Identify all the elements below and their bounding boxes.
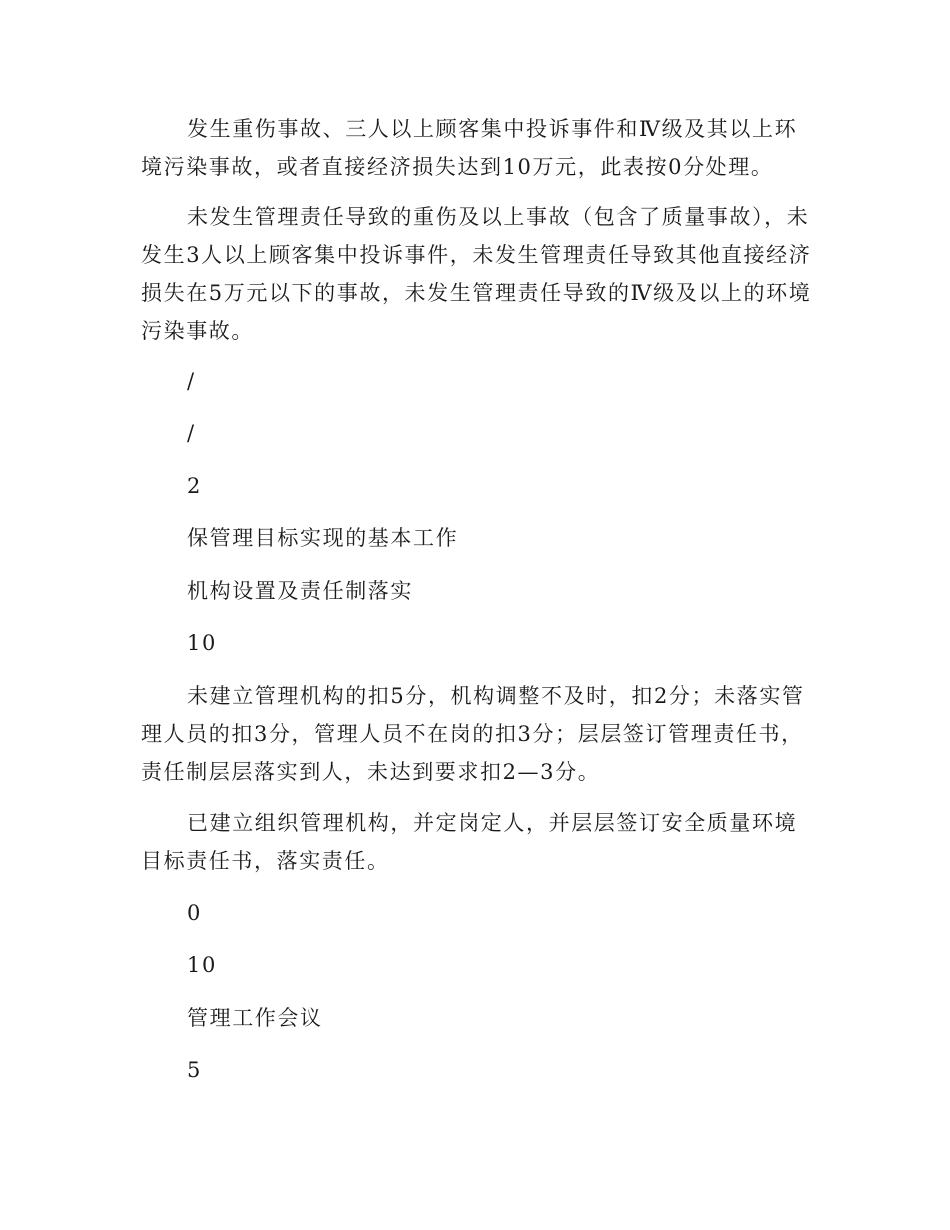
- actual-score: 10: [187, 953, 217, 977]
- paragraph-implementation-status: 已建立组织管理机构，并定岗定人，并层层签订安全质量环境目标责任书，落实责任。: [141, 811, 798, 873]
- slash-entry-1: /: [187, 369, 196, 393]
- item-title: 机构设置及责任制落实: [187, 579, 413, 603]
- meeting-item-score: 5: [187, 1058, 202, 1082]
- meeting-item-title: 管理工作会议: [187, 1006, 323, 1030]
- paragraph-accident-zero-score: 发生重伤事故、三人以上顾客集中投诉事件和Ⅳ级及其以上环境污染事故，或者直接经济损失达到10万元，此表按0分处理。: [141, 117, 798, 179]
- deducted-score: 0: [187, 901, 202, 925]
- item-number: 2: [187, 474, 202, 498]
- slash-entry-2: /: [187, 421, 196, 445]
- item-score: 10: [187, 631, 217, 655]
- section-heading: 保管理目标实现的基本工作: [187, 526, 459, 550]
- paragraph-deduction-rules: 未建立管理机构的扣5分，机构调整不及时，扣2分；未落实管理人员的扣3分，管理人员不在岗的扣3分；层层签订管理责任书，责任制层层落实到人，未达到要求扣2—3分。: [141, 684, 805, 784]
- paragraph-no-accident-conditions: 未发生管理责任导致的重伤及以上事故（包含了质量事故），未发生3人以上顾客集中投诉事件，未发生管理责任导致其他直接经济损失在5万元以下的事故，未发生管理责任导致的Ⅳ级及以上的环境污染事故。: [141, 205, 812, 343]
